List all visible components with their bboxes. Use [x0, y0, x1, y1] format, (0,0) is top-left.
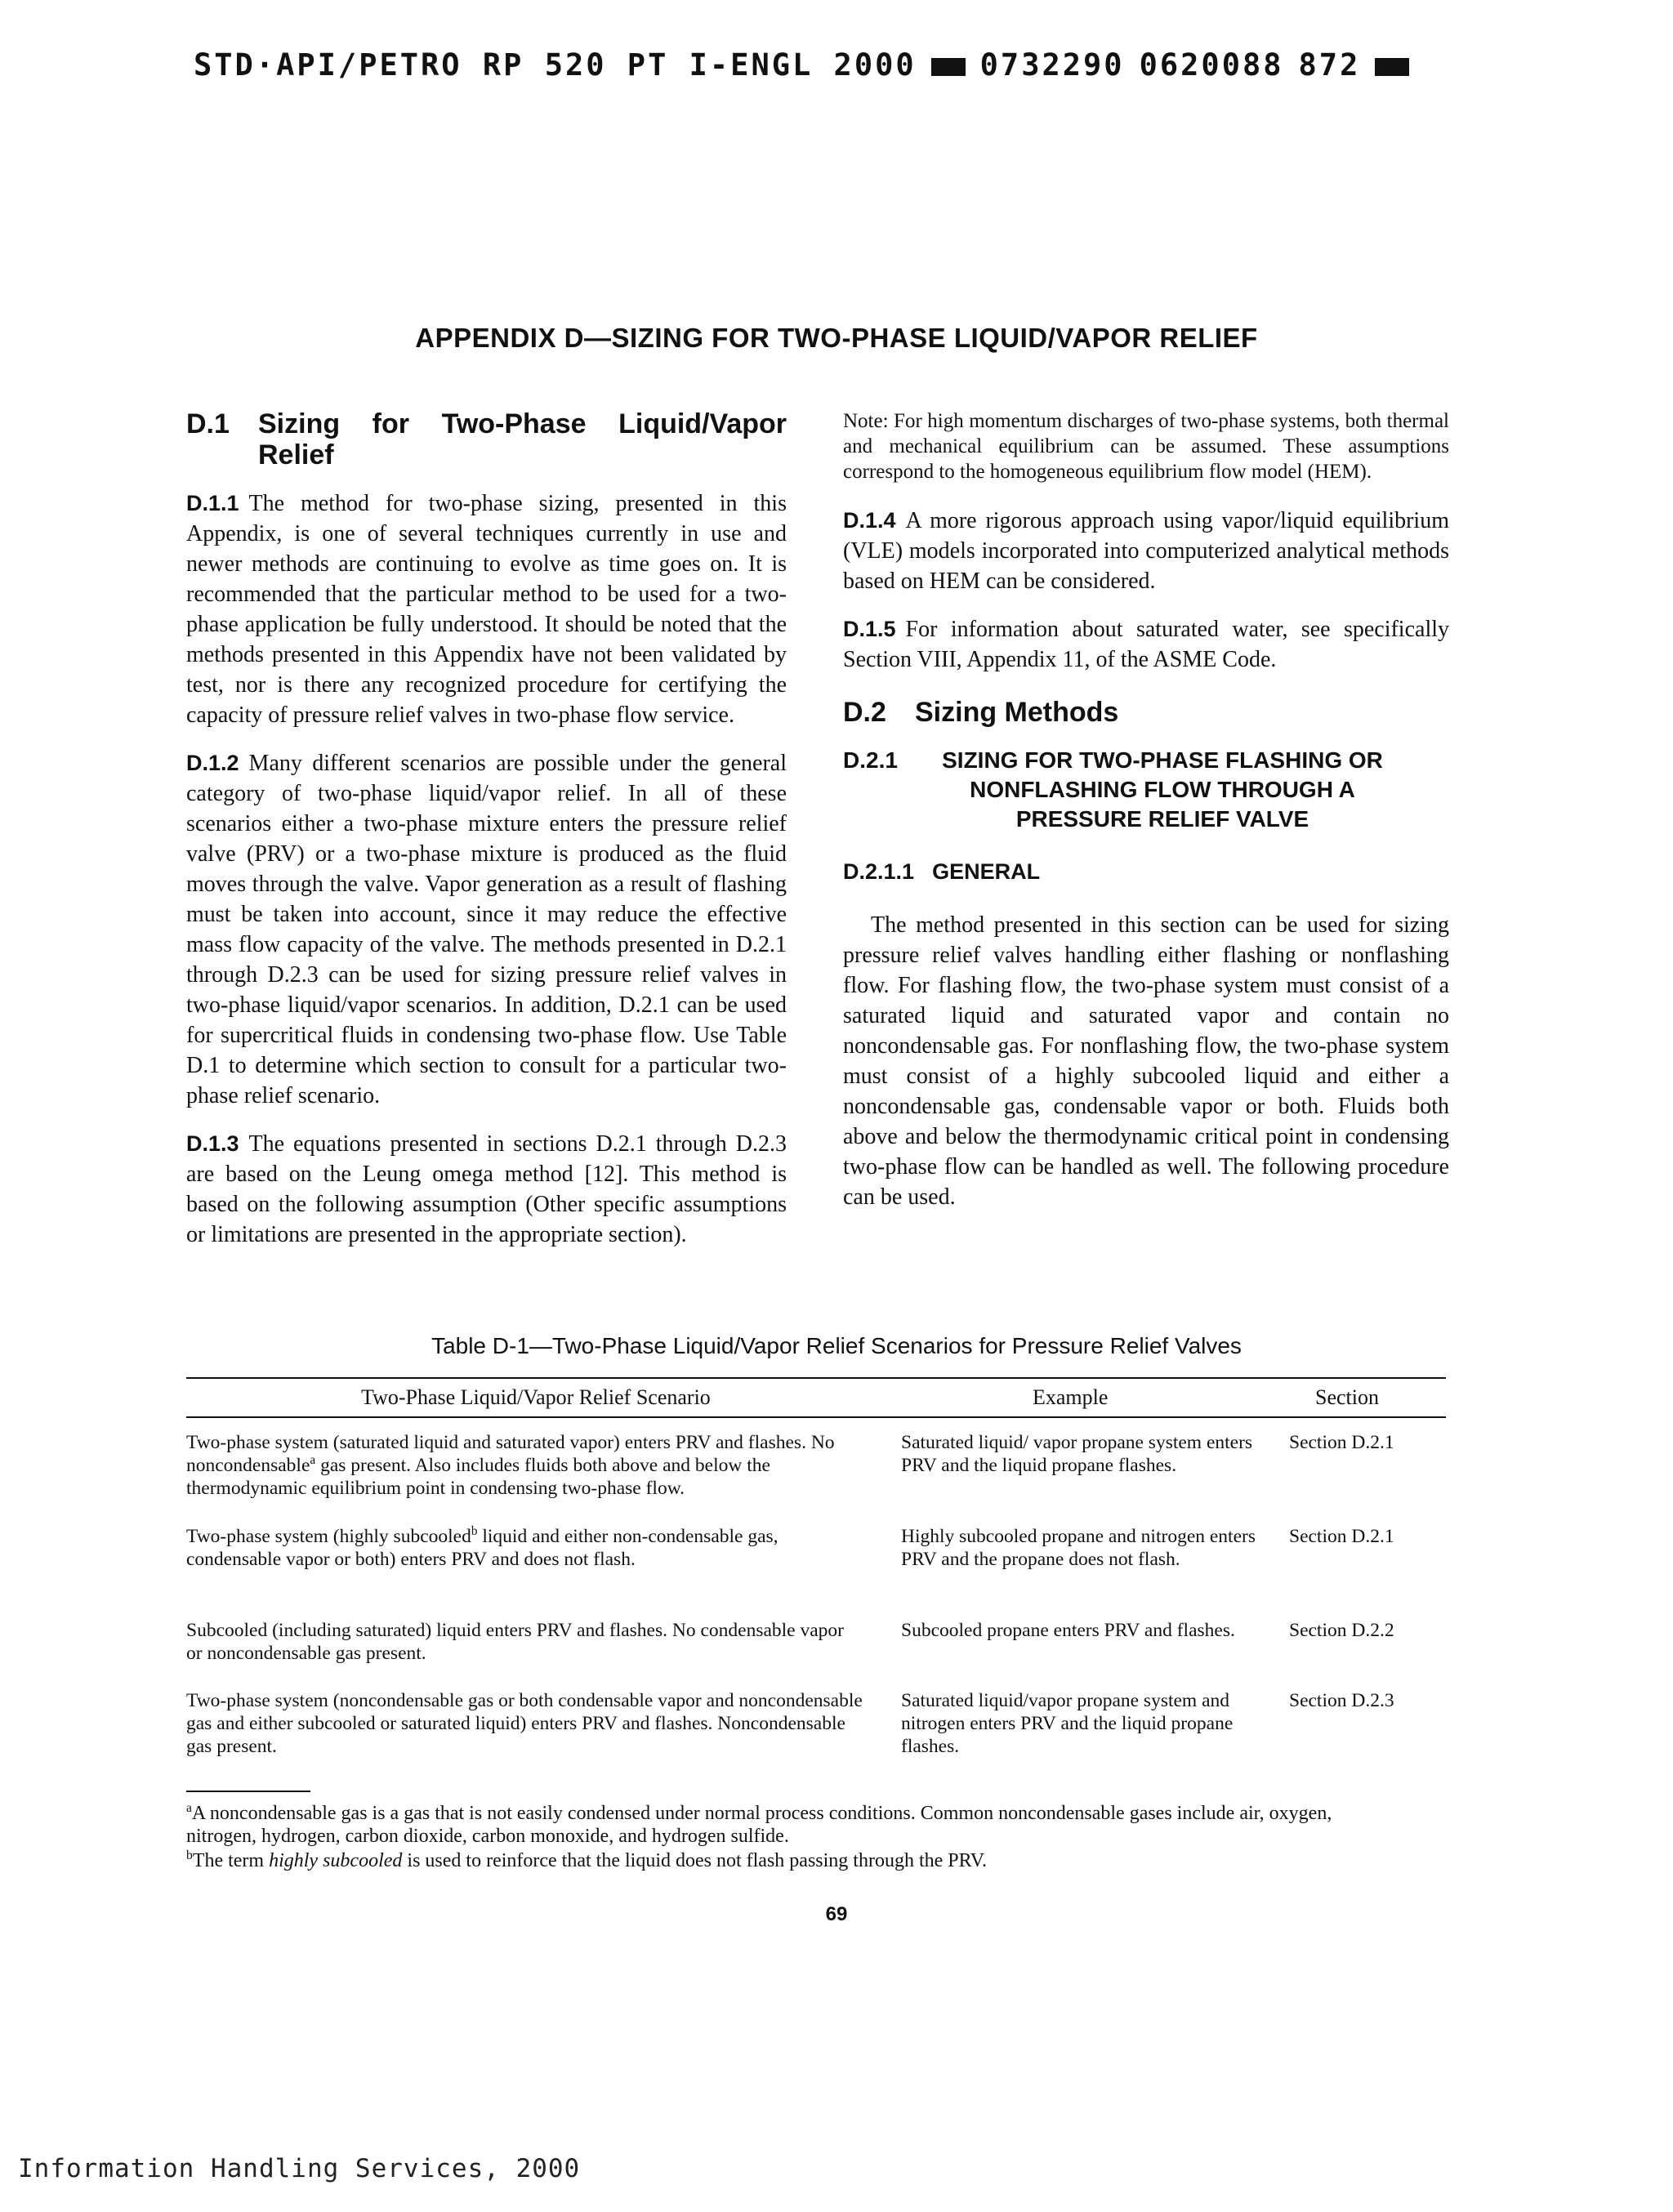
paragraph-text: The equations presented in sections D.2.1 through D.2.3 are based on the Leung omega method [12]. This method is based on the following assumption (Other specific assumptions or limitations are presented in the appropriate section). — [186, 1131, 787, 1247]
table-row-3-scenario: Subcooled (including saturated) liquid enters PRV and flashes. No condensable vapor or noncondensable gas present. — [186, 1620, 844, 1664]
column-header-scenario: Two-Phase Liquid/Vapor Relief Scenario — [361, 1385, 711, 1409]
section-title: Sizing Methods — [915, 697, 1119, 728]
table-row-2-section: Section D.2.1 — [1289, 1526, 1394, 1547]
paragraph-text: The method for two-phase sizing, presented in this Appendix, is one of several techniques currently in use and newer methods are continuing to evolve as time goes on. It is recommended that the particular method to be used for a two-phase application be fully understood. It should be noted that the methods presented in this Appendix have not been validated by test, nor is there any recognized procedure for certifying the capacity of pressure relief valves in two-phase flow service. — [186, 491, 787, 728]
section-d2-heading — [843, 698, 1449, 728]
table-row-1-example: Saturated liquid/ vapor propane system enters PRV and the liquid propane flashes. — [901, 1432, 1253, 1476]
paragraph-d15 — [843, 614, 1449, 675]
right-column — [843, 408, 1449, 1230]
section-number: D.1 — [186, 408, 230, 439]
table-row-4-example: Saturated liquid/vapor propane system and nitrogen enters PRV and the liquid propane flashes. — [901, 1690, 1234, 1757]
document-header — [194, 47, 1424, 83]
paragraph-d12 — [186, 748, 787, 1111]
doc-code-2: 0620088 — [1139, 47, 1284, 83]
paragraph-text: For information about saturated water, see specifically Section VIII, Appendix 11, of the ASME Code. — [843, 617, 1449, 672]
footer-source: Information Handling Services, 2000 — [18, 2154, 581, 2183]
doc-code-1: 0732290 — [979, 47, 1125, 83]
section-d1-heading — [186, 408, 787, 470]
paragraph-d14 — [843, 506, 1449, 596]
paragraph-d13 — [186, 1129, 787, 1250]
footnote-a: $^a$A noncondensable gas is a gas that is not easily condensed under normal process conditions. Common noncondensable gases include air, oxygen, nitrogen, hydrogen, carbon dioxide, carbon monoxide, and hydrogen sulfide. — [186, 1801, 1332, 1847]
page-number: 69 — [825, 1903, 848, 1925]
doc-code-3: 872 — [1298, 47, 1361, 83]
section-title: GENERAL — [932, 859, 1041, 884]
column-header-example: Example — [1033, 1385, 1109, 1409]
paragraph-number: D.1.5 — [843, 617, 896, 641]
table-row-3-example: Subcooled propane enters PRV and flashes. — [901, 1620, 1235, 1641]
table-header-rule — [186, 1416, 1446, 1418]
paragraph-d11 — [186, 488, 787, 730]
paragraph-number: D.1.4 — [843, 508, 896, 533]
table-row-4-section: Section D.2.3 — [1289, 1690, 1394, 1711]
section-d21-heading — [843, 746, 1449, 834]
footnote-b: $^b$The term highly subcooled is used to reinforce that the liquid does not flash passing through the PRV. — [186, 1849, 987, 1871]
section-title: Sizing for Two-Phase Liquid/Vapor Relief — [258, 408, 787, 470]
black-bar-icon — [1375, 58, 1409, 76]
table-row-3-section: Section D.2.2 — [1289, 1620, 1394, 1641]
section-number: D.2 — [843, 697, 886, 728]
section-d211-heading — [843, 857, 1449, 887]
paragraph-number: D.1.2 — [186, 751, 239, 775]
appendix-title: APPENDIX D—SIZING FOR TWO-PHASE LIQUID/VAPOR RELIEF — [415, 323, 1258, 353]
section-number: D.2.1 — [843, 747, 898, 773]
table-row-4-scenario: Two-phase system (noncondensable gas or both condensable vapor and noncondensable gas and either subcooled or saturated liquid) enters PRV and flashes. Noncondensable gas present. — [186, 1690, 863, 1757]
table-row-1-scenario: Two-phase system (saturated liquid and saturated vapor) enters PRV and flashes. No noncondensable$^a$ gas present. Also includes fluids both above and below the thermodynamic equilibrium point in condensing two-phase flow. — [186, 1432, 835, 1499]
paragraph-text: Many different scenarios are possible under the general category of two-phase liquid/vapor relief. In all of these scenarios either a two-phase mixture enters the pressure relief valve (PRV) or a two-phase mixture is produced as the fluid moves through the valve. Vapor generation as a result of flashing must be taken into account, since it may reduce the effective mass flow capacity of the valve. The methods presented in D.2.1 through D.2.3 can be used for sizing pressure relief valves in two-phase liquid/vapor scenarios. In addition, D.2.1 can be used for supercritical fluids in condensing two-phase flow. Use Table D.1 to determine which section to consult for a particular two-phase relief scenario. — [186, 751, 787, 1108]
table-row-2-example: Highly subcooled propane and nitrogen enters PRV and the propane does not flash. — [901, 1526, 1256, 1570]
table-row-1-section: Section D.2.1 — [1289, 1432, 1394, 1453]
footnote-rule — [186, 1791, 310, 1792]
paragraph-number: D.1.1 — [186, 491, 239, 515]
section-number: D.2.1.1 — [843, 859, 915, 884]
table-top-rule — [186, 1377, 1446, 1379]
column-header-section: Section — [1315, 1385, 1379, 1409]
section-title: SIZING FOR TWO-PHASE FLASHING OR NONFLASHING FLOW THROUGH A PRESSURE RELIEF VALVE — [942, 747, 1383, 832]
black-bar-icon — [931, 58, 966, 76]
doc-id: STD·API/PETRO RP 520 PT I-ENGL 2000 — [194, 47, 917, 83]
left-column — [186, 408, 787, 1268]
paragraph-text: A more rigorous approach using vapor/liquid equilibrium (VLE) models incorporated into computerized analytical methods based on HEM can be considered. — [843, 508, 1449, 594]
paragraph-number: D.1.3 — [186, 1131, 239, 1156]
paragraph-d211: The method presented in this section can be used for sizing pressure relief valves handling either flashing or nonflashing flow. For flashing flow, the two-phase system must consist of a saturated liquid and saturated vapor and contain no noncondensable gas. For nonflashing flow, the two-phase system must consist of a highly subcooled liquid and either a noncondensable gas, condensable vapor or both. Fluids both above and below the thermodynamic critical point in condensing two-phase flow can be handled as well. The following procedure can be used. — [843, 912, 1449, 1210]
hem-note: Note: For high momentum discharges of two-phase systems, both thermal and mechanical equilibrium can be assumed. These assumptions correspond to the homogeneous equilibrium flow model (HEM). — [843, 410, 1449, 483]
table-title: Table D-1—Two-Phase Liquid/Vapor Relief Scenarios for Pressure Relief Valves — [431, 1333, 1242, 1358]
table-row-2-scenario: Two-phase system (highly subcooled$^b$ liquid and either non-condensable gas, condensable vapor or both) enters PRV and does not flash. — [186, 1524, 779, 1570]
